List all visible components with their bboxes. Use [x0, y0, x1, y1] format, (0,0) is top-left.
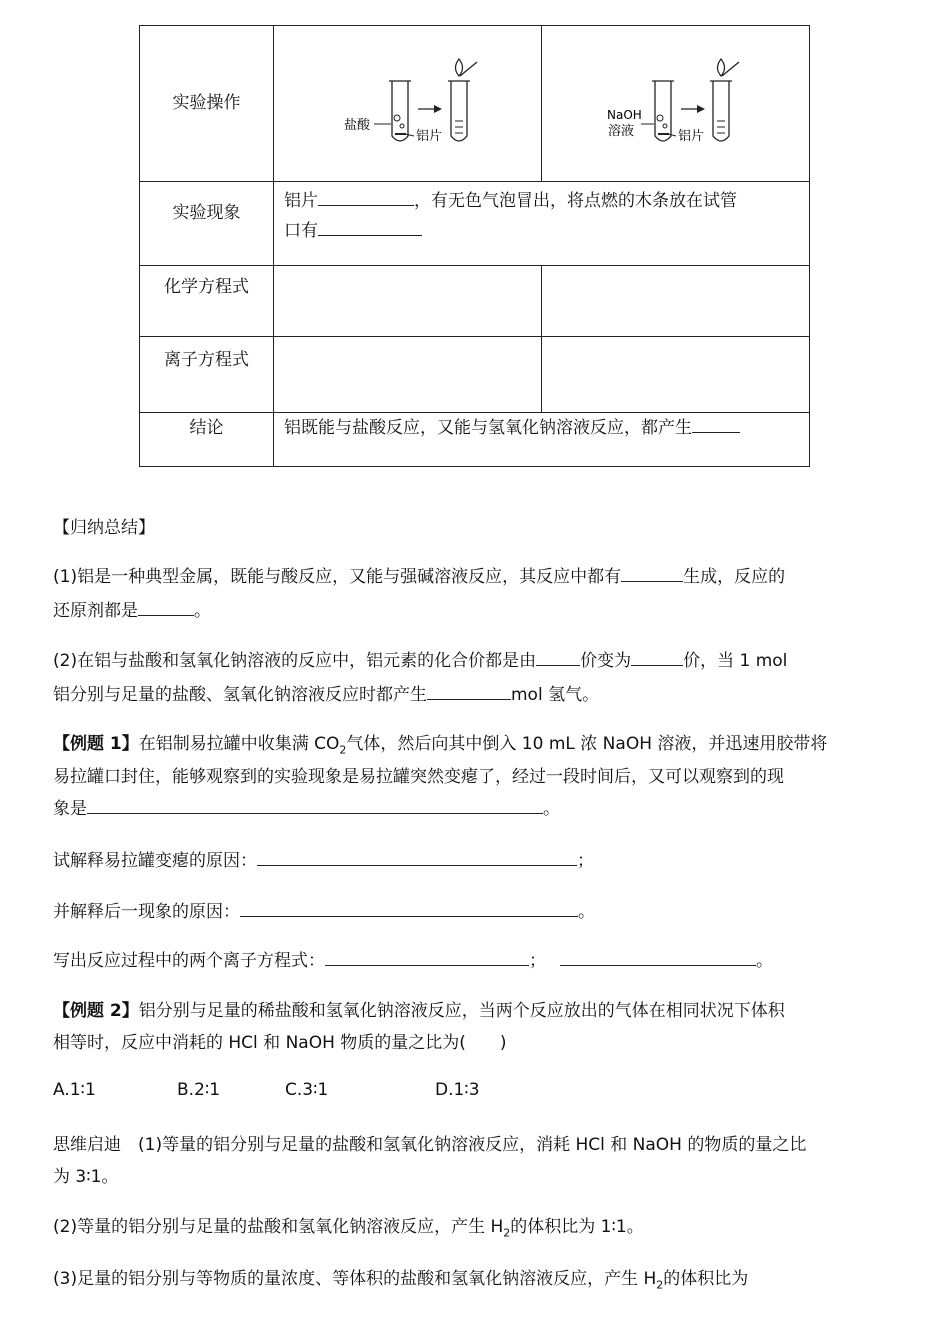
reagent-label-1: NaOH [607, 108, 642, 122]
hint-3: (3)足量的铝分别与等物质的量浓度、等体积的盐酸和氢氧化钠溶液反应，产生 $H_2$的体积比为 [53, 1269, 749, 1292]
example-2-line-2: 相等时，反应中消耗的 HCl 和 NaOH 物质的量之比为( ) [53, 1033, 507, 1053]
answer-blank[interactable] [318, 187, 414, 206]
answer-blank[interactable] [560, 947, 756, 966]
metal-label: 铝片 [678, 129, 705, 144]
example-1: 【例题 1】在铝制易拉罐中收集满 $CO_2$气体，然后向其中倒入 10 mL 浓 NaOH 溶液，并迅速用胶带将 [53, 734, 828, 757]
naoh-apparatus-figure [542, 26, 797, 176]
metal-label: 铝片 [416, 129, 443, 144]
summary-item-2-cont: 铝分别与足量的盐酸、氢氧化钠溶液反应时都产生 mol 氢气。 [53, 680, 599, 705]
answer-blank[interactable] [631, 647, 683, 666]
option-b[interactable]: B.2∶1 [177, 1080, 221, 1100]
phenomenon-cell: 铝片 ，有无色气泡冒出，将点燃的木条放在试管 口有 [274, 182, 810, 266]
example-1-line-3: 象是 。 [53, 794, 560, 819]
option-c[interactable]: C.3∶1 [285, 1080, 329, 1100]
answer-blank[interactable] [138, 597, 194, 616]
answer-blank[interactable] [325, 947, 529, 966]
question-1: 试解释易拉罐变瘪的原因： ； [53, 846, 594, 871]
summary-item-2: (2)在铝与盐酸和氢氧化钠溶液的反应中，铝元素的化合价都是由 价变为 价，当 1 mol [53, 646, 787, 671]
example-2: 【例题 2】铝分别与足量的稀盐酸和氢氧化钠溶液反应，当两个反应放出的气体在相同状况下体积 [53, 1001, 785, 1021]
answer-blank[interactable] [257, 847, 577, 866]
answer-blank[interactable] [240, 898, 578, 917]
summary-item-1-cont: 还原剂都是 。 [53, 596, 211, 621]
apparatus-hcl-cell [274, 26, 542, 182]
row-label-chemical-equation: 化学方程式 [140, 266, 274, 337]
answer-blank[interactable] [318, 217, 422, 236]
row-label-conclusion: 结论 [140, 413, 274, 467]
equation-input-cell-left[interactable] [274, 266, 542, 337]
option-d[interactable]: D.1∶3 [435, 1080, 480, 1100]
thinking-hint: 思维启迪 (1)等量的铝分别与足量的盐酸和氢氧化钠溶液反应，消耗 HCl 和 NaOH 的物质的量之比 [53, 1135, 807, 1155]
row-label-operation: 实验操作 [140, 26, 274, 182]
question-3: 写出反应过程中的两个离子方程式： ； 。 [53, 946, 773, 971]
reagent-label: 盐酸 [344, 118, 371, 133]
row-label-phenomenon: 实验现象 [140, 182, 274, 266]
ionic-input-cell-right[interactable] [542, 337, 810, 413]
answer-blank[interactable] [536, 647, 580, 666]
summary-title: 【归纳总结】 [53, 518, 155, 538]
example-1-line-2: 易拉罐口封住，能够观察到的实验现象是易拉罐突然变瘪了，经过一段时间后，又可以观察到的现 [53, 767, 784, 787]
answer-blank[interactable] [427, 681, 511, 700]
experiment-table [139, 25, 810, 467]
answer-blank[interactable] [621, 563, 683, 582]
row-label-ionic-equation: 离子方程式 [140, 337, 274, 413]
summary-item-1: (1)铝是一种典型金属，既能与酸反应，又能与强碱溶液反应，其反应中都有 生成，反应的 [53, 562, 785, 587]
ionic-input-cell-left[interactable] [274, 337, 542, 413]
reagent-label-2: 溶液 [608, 124, 635, 139]
hint-2: (2)等量的铝分别与足量的盐酸和氢氧化钠溶液反应，产生 $H_2$的体积比为 1∶1。 [53, 1217, 644, 1240]
hcl-apparatus-figure [274, 26, 554, 176]
answer-blank[interactable] [692, 414, 740, 433]
option-a[interactable]: A.1∶1 [53, 1080, 96, 1100]
thinking-hint-cont: 为 3∶1。 [53, 1167, 119, 1187]
conclusion-cell: 铝既能与盐酸反应，又能与氢氧化钠溶液反应，都产生 [274, 413, 810, 467]
question-2: 并解释后一现象的原因： 。 [53, 897, 595, 922]
answer-blank[interactable] [87, 795, 543, 814]
equation-input-cell-right[interactable] [542, 266, 810, 337]
apparatus-naoh-cell [542, 26, 810, 182]
